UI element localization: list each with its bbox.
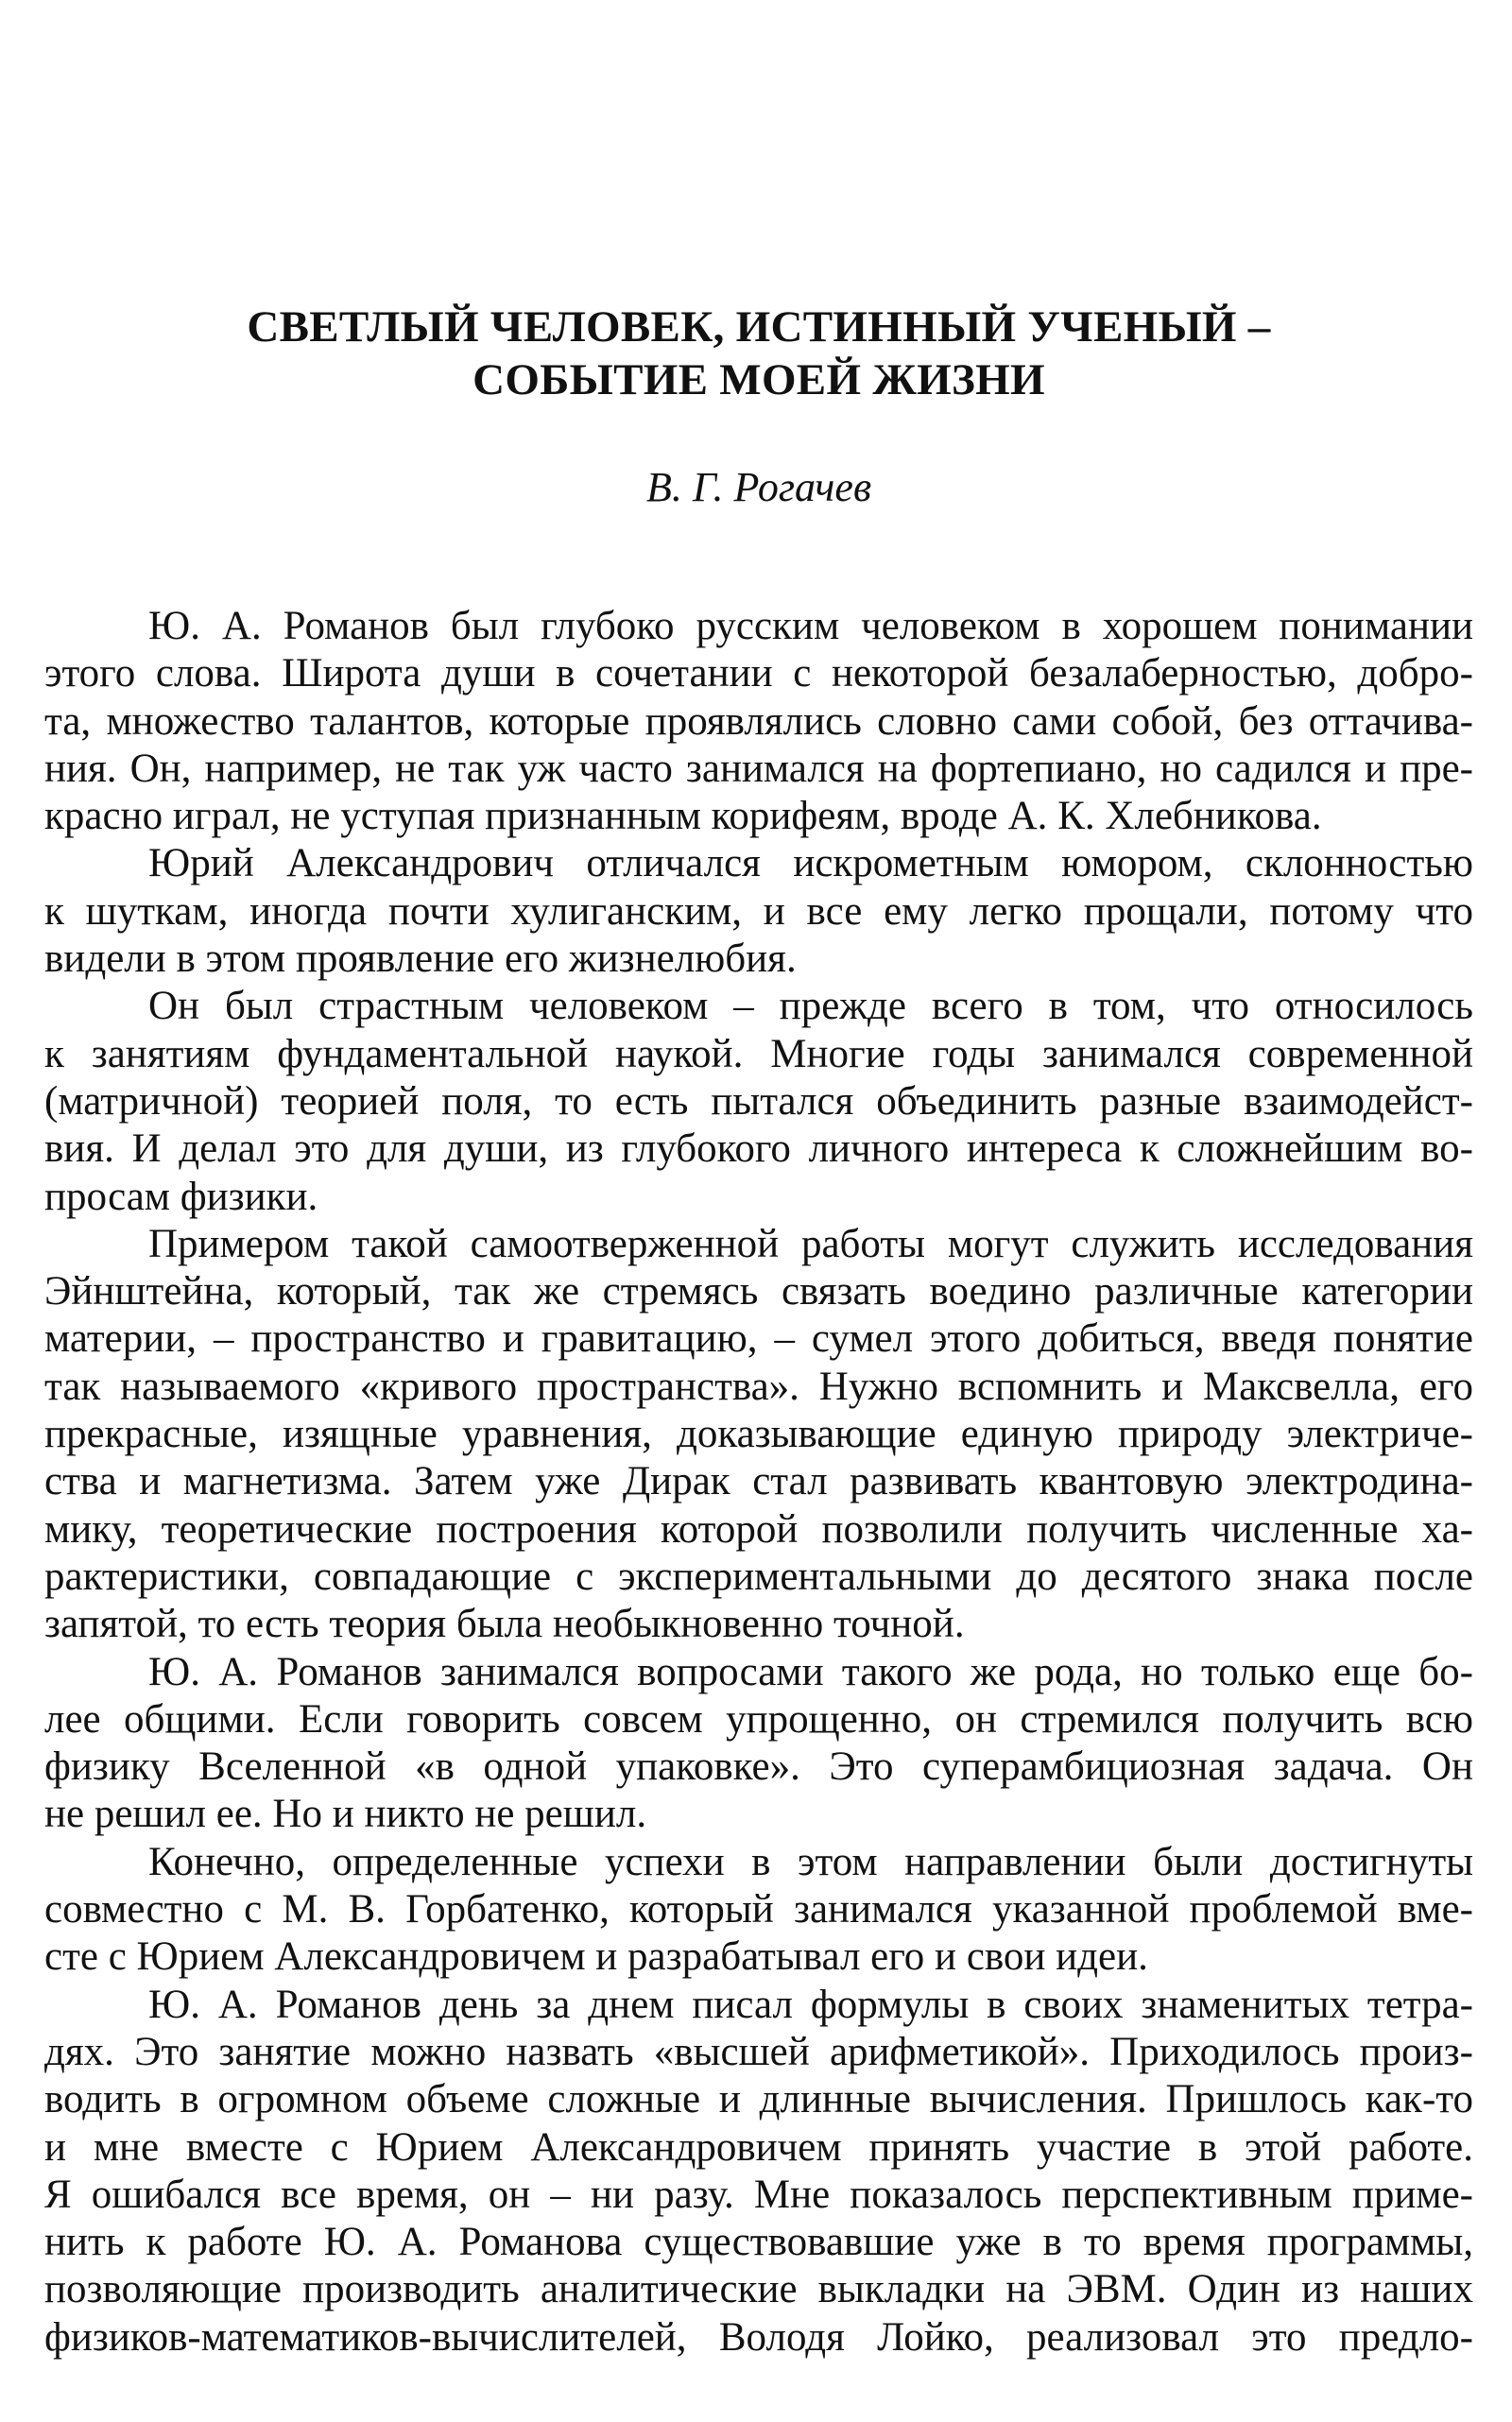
text-line: Ю. А. Романов был глубоко русским человеком в хорошем понимании <box>148 604 1473 648</box>
paragraph <box>44 1221 1473 1649</box>
text-line: Примером такой самоотверженной работы могут служить исследования <box>148 1221 1473 1266</box>
text-line: вия. И делал это для души, из глубокого личного интереса к сложнейшим во- <box>44 1126 1473 1172</box>
text-line: и мне вместе с Юрием Александровичем принять участие в этой работе. <box>44 2124 1473 2170</box>
text-line: не решил ее. Но и никто не решил. <box>44 1792 647 1837</box>
article-title <box>44 301 1473 406</box>
text-line: нить к работе Ю. А. Романова существовавшие уже в то время программы, <box>44 2220 1473 2265</box>
paragraph <box>44 983 1473 1220</box>
text-line: физику Вселенной «в одной упаковке». Это суперамбициозная задача. Он <box>44 1744 1473 1790</box>
text-line: к шуткам, иногда почти хулиганским, и все ему легко прощали, потому что <box>44 888 1473 934</box>
text-line: мику, теоретические построения которой позволили получить численные ха- <box>44 1506 1473 1552</box>
text-line: Ю. А. Романов занимался вопросами такого же рода, но только еще бо- <box>148 1649 1473 1694</box>
text-line: рактеристики, совпадающие с экспериментальными до десятого знака после <box>44 1554 1473 1599</box>
text-line: Я ошибался все время, он – ни разу. Мне показалось перспективным приме- <box>44 2172 1473 2217</box>
text-line: красно играл, не уступая признанным корифеям, вроде А. К. Хлебникова. <box>44 794 1322 839</box>
text-line: дях. Это занятие можно назвать «высшей арифметикой». Приходилось произ- <box>44 2029 1473 2074</box>
text-line: Конечно, определенные успехи в этом направлении были достигнуты <box>148 1839 1473 1884</box>
text-line: этого слова. Широта души в сочетании с некоторой безалаберностью, добро- <box>44 651 1473 696</box>
text-line: видели в этом проявление его жизнелюбия. <box>44 936 797 982</box>
article-body <box>44 603 1473 2362</box>
text-line: ния. Он, например, не так уж часто занимался на фортепиано, но садился и пре- <box>44 746 1473 791</box>
paragraph <box>44 603 1473 840</box>
text-line: совместно с М. В. Горбатенко, который занимался указанной проблемой вме- <box>44 1887 1473 1932</box>
text-line: запятой, то есть теория была необыкновенно точной. <box>44 1602 965 1647</box>
title-line: СВЕТЛЫЙ ЧЕЛОВЕК, ИСТИННЫЙ УЧЕНЫЙ – <box>247 302 1271 352</box>
text-line: Он был страстным человеком – прежде всего в том, что относилось <box>148 984 1473 1029</box>
paragraph <box>44 840 1473 983</box>
text-line: физиков-математиков-вычислителей, Володя Лойко, реализовал это предло- <box>44 2314 1473 2360</box>
text-line: та, множество талантов, которые проявлялись словно сами собой, без оттачива- <box>44 698 1473 744</box>
text-line: прекрасные, изящные уравнения, доказывающие единую природу электриче- <box>44 1412 1473 1457</box>
text-line: (матричной) теорией поля, то есть пытался объединить разные взаимодейст- <box>44 1078 1473 1124</box>
text-line: так называемого «кривого пространства». Нужно вспомнить и Максвелла, его <box>44 1364 1473 1409</box>
text-line: к занятиям фундаментальной наукой. Многие годы занимался современной <box>44 1031 1473 1076</box>
text-line: материи, – пространство и гравитацию, – сумел этого добиться, введя понятие <box>44 1316 1473 1362</box>
paragraph <box>44 1982 1473 2362</box>
text-line: Эйнштейна, который, так же стремясь связать воедино различные категории <box>44 1269 1473 1314</box>
paragraph <box>44 1649 1473 1839</box>
text-line: просам физики. <box>44 1174 318 1219</box>
text-line: ства и магнетизма. Затем уже Дирак стал развивать квантовую электродина- <box>44 1459 1473 1504</box>
document-page <box>44 0 1473 2422</box>
text-line: Юрий Александрович отличался искрометным юмором, склонностью <box>148 841 1473 886</box>
paragraph <box>44 1839 1473 1982</box>
text-line: водить в огромном объеме сложные и длинные вычисления. Пришлось как-то <box>44 2077 1473 2122</box>
text-line: лее общими. Если говорить совсем упрощенно, он стремился получить всю <box>44 1696 1473 1742</box>
text-line: сте с Юрием Александровичем и разрабатывал его и свои идеи. <box>44 1934 1148 1980</box>
title-line: СОБЫТИЕ МОЕЙ ЖИЗНИ <box>472 355 1045 404</box>
text-line: Ю. А. Романов день за днем писал формулы в своих знаменитых тетра- <box>148 1982 1473 2027</box>
text-line: позволяющие производить аналитические выкладки на ЭВМ. Один из наших <box>44 2267 1473 2312</box>
author-name: В. Г. Рогачев <box>645 464 872 510</box>
